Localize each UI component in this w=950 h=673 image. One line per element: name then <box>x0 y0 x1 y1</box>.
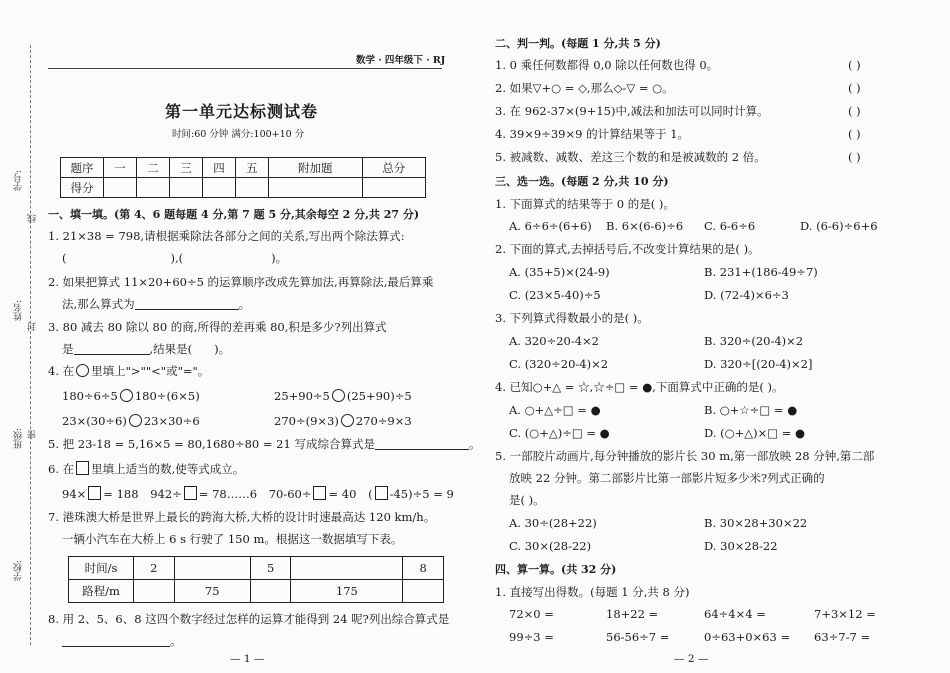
table-cell: 8 <box>403 557 444 580</box>
sec4-heading: 四、算一算。(共 32 分) <box>495 563 617 576</box>
sec3-heading: 三、选一选。(每题 2 分,共 10 分) <box>495 175 669 188</box>
text: 6. 在 <box>48 462 75 476</box>
q1-line-b <box>62 251 287 265</box>
q4-item <box>274 389 412 403</box>
compare-circle[interactable] <box>341 414 354 427</box>
expr-right: 23×30÷6 <box>143 414 200 428</box>
expr-left: 23×(30÷6) <box>62 414 127 428</box>
text: = 40 <box>328 487 357 501</box>
score-input[interactable] <box>169 178 202 198</box>
table-cell[interactable] <box>403 580 444 603</box>
answer-blank[interactable] <box>135 309 239 310</box>
score-input[interactable] <box>235 178 268 198</box>
table-cell: 2 <box>134 557 175 580</box>
choice-option[interactable]: C. 6-6÷6 <box>704 219 756 233</box>
calc-question: 1. 直接写出得数。(每题 1 分,共 8 分) <box>495 585 690 599</box>
choice-option[interactable]: D. (72-4)×6÷3 <box>704 288 789 302</box>
table-cell: 路程/m <box>69 580 134 603</box>
label-feng: 封 <box>28 322 38 331</box>
answer-blank[interactable] <box>74 354 150 355</box>
calc-item[interactable]: 7+3×12 = <box>814 607 876 621</box>
score-input[interactable] <box>362 178 425 198</box>
calc-item[interactable]: 64÷4×4 = <box>704 607 766 621</box>
answer-box[interactable] <box>313 486 326 500</box>
score-cell: 题序 <box>61 158 104 178</box>
q3-line-b <box>62 342 230 356</box>
answer-paren[interactable]: ( ) <box>848 127 861 141</box>
choice-option[interactable]: A. ○+△÷□ = ● <box>509 403 601 417</box>
choice-option[interactable]: D. (○+△)×□ = ● <box>704 426 806 440</box>
score-input[interactable] <box>202 178 235 198</box>
header-rule <box>48 68 442 69</box>
page-number: — 1 — <box>230 653 265 665</box>
table-cell: 175 <box>291 580 403 603</box>
table-cell[interactable] <box>291 557 403 580</box>
choice-option[interactable]: A. 30÷(28+22) <box>509 516 597 530</box>
label-xuehao: 学号: <box>14 170 24 192</box>
q6-stem <box>48 461 244 476</box>
choice-option[interactable]: A. (35+5)×(24-9) <box>509 265 610 279</box>
header-tag: 数学 · 四年级下 · RJ <box>356 55 446 66</box>
choice-option[interactable]: B. 30×28+30×22 <box>704 516 808 530</box>
choice-option[interactable]: D. 320÷[(20-4)×2] <box>704 357 813 371</box>
answer-paren[interactable]: ( ) <box>848 58 861 72</box>
choice-question: 放映 22 分钟。第二部影片比第一部影片短多少米?列式正确的 <box>509 471 825 485</box>
calc-item[interactable]: 63÷7-7 = <box>814 630 871 644</box>
choice-option[interactable]: B. 231+(186-49÷7) <box>704 265 818 279</box>
q7-line-a: 7. 港珠澳大桥是世界上最长的跨海大桥,大桥的设计时速最高达 120 km/h。 <box>48 510 436 524</box>
answer-box[interactable] <box>375 486 388 500</box>
choice-option[interactable]: C. 30×(28-22) <box>509 539 592 553</box>
expr-left: 180÷6÷5 <box>62 389 118 403</box>
sec1-heading: 一、填一填。(第 4、6 题每题 4 分,第 7 题 5 分,其余每空 2 分,共 27 分) <box>48 208 420 221</box>
expr-right: 270÷9×3 <box>355 414 412 428</box>
q4-item <box>62 414 200 428</box>
choice-question: 是( )。 <box>509 493 545 507</box>
answer-paren[interactable]: ( ) <box>848 150 861 164</box>
q7-table <box>68 556 444 603</box>
table-cell: 5 <box>250 557 291 580</box>
calc-item[interactable]: 18+22 = <box>606 607 659 621</box>
score-input[interactable] <box>136 178 169 198</box>
binding-line <box>30 45 31 645</box>
text: = 78……6 <box>198 487 258 501</box>
choice-option[interactable]: B. 320÷(20-4)×2 <box>704 334 804 348</box>
paren: )。 <box>271 251 288 265</box>
answer-blank[interactable] <box>62 646 170 647</box>
judge-item: 1. 0 乘任何数都得 0,0 除以任何数也得 0。 <box>495 58 719 72</box>
text: 。 <box>170 634 182 648</box>
circle-icon <box>76 364 89 377</box>
text: 942÷ <box>150 487 182 501</box>
choice-question: 4. 已知○+△ = ☆,☆÷□ = ●,下面算式中正确的是( )。 <box>495 380 784 394</box>
answer-paren[interactable]: ( ) <box>848 104 861 118</box>
choice-option[interactable]: C. (23×5-40)÷5 <box>509 288 601 302</box>
q1-line-a: 1. 21×38 = 798,请根据乘除法各部分之间的关系,写出两个除法算式: <box>48 229 405 243</box>
text: 。 <box>238 297 251 311</box>
score-cell: 总分 <box>362 158 425 178</box>
score-cell: 附加题 <box>268 158 362 178</box>
choice-option[interactable]: B. 6×(6-6)÷6 <box>606 219 684 233</box>
q2-line-b <box>62 297 250 311</box>
table-cell: 时间/s <box>69 557 134 580</box>
score-cell: 二 <box>136 158 169 178</box>
text: 5. 把 23-18 = 5,16×5 = 80,1680÷80 = 21 写成综合算式是 <box>48 437 375 451</box>
choice-option[interactable]: C. (320÷20-4)×2 <box>509 357 609 371</box>
score-input[interactable] <box>104 178 137 198</box>
expr-left: 270÷(9×3) <box>274 414 339 428</box>
judge-item: 4. 39×9÷39×9 的计算结果等于 1。 <box>495 127 690 141</box>
q8-line-b <box>62 634 182 648</box>
choice-question: 3. 下列算式得数最小的是( )。 <box>495 311 649 325</box>
paren: ( <box>62 251 67 265</box>
choice-option[interactable]: D. 30×28-22 <box>704 539 778 553</box>
label-xian: 线 <box>28 214 38 223</box>
choice-option[interactable]: C. (○+△)÷□ = ● <box>509 426 610 440</box>
compare-circle[interactable] <box>120 389 133 402</box>
compare-circle[interactable] <box>332 389 345 402</box>
text: 里填上适当的数,使等式成立。 <box>91 462 245 476</box>
choice-option[interactable]: D. (6-6)÷6+6 <box>800 219 878 233</box>
judge-item: 2. 如果▽+○ = ◇,那么◇-▽ = ○。 <box>495 81 674 95</box>
choice-option[interactable]: A. 320÷20-4×2 <box>509 334 599 348</box>
calc-item[interactable]: 72×0 = <box>509 607 554 621</box>
expr-left: 25+90÷5 <box>274 389 330 403</box>
page-number: — 2 — <box>674 653 709 665</box>
text: 里填上">""<"或"="。 <box>91 364 210 378</box>
choice-question: 2. 下面的算式,去掉括号后,不改变计算结果的是( )。 <box>495 242 760 256</box>
answer-blank[interactable] <box>375 449 469 450</box>
q6-items <box>62 486 454 501</box>
q3-line-a: 3. 80 减去 80 除以 80 的商,所得的差再乘 80,积是多少?列出算式 <box>48 320 387 334</box>
judge-item: 3. 在 962-37×(9+15)中,减法和加法可以同时计算。 <box>495 104 769 118</box>
sec2-heading: 二、判一判。(每题 1 分,共 5 分) <box>495 37 661 50</box>
paren: ),( <box>170 251 184 265</box>
q4-item <box>274 414 412 428</box>
compare-circle[interactable] <box>129 414 142 427</box>
score-input[interactable] <box>268 178 362 198</box>
choice-option[interactable]: B. ○+☆÷□ = ● <box>704 403 798 417</box>
answer-box[interactable] <box>184 486 197 500</box>
text: 是 <box>62 342 74 356</box>
q7-line-b: 一辆小汽车在大桥上 6 s 行驶了 150 m。根据这一数据填写下表。 <box>62 532 403 546</box>
text: )。 <box>214 342 231 356</box>
text: -45)÷5 = 9 <box>389 487 454 501</box>
page-title: 第一单元达标测试卷 <box>165 102 319 121</box>
expr-right: (25+90)÷5 <box>346 389 412 403</box>
answer-paren[interactable]: ( ) <box>848 81 861 95</box>
judge-item: 5. 被减数、减数、差这三个数的和是被减数的 2 倍。 <box>495 150 766 164</box>
table-cell[interactable] <box>174 557 250 580</box>
label-mi: 密 <box>28 430 38 439</box>
answer-box[interactable] <box>88 486 101 500</box>
q4-stem <box>48 364 209 378</box>
score-cell: 一 <box>104 158 137 178</box>
text: ,结果是( <box>149 342 193 356</box>
label-xuexiao: 学校: <box>14 560 24 582</box>
text: 94× <box>62 487 87 501</box>
label-banji: 班级: <box>14 428 24 450</box>
page-subtitle: 时间:60 分钟 满分:100+10 分 <box>172 129 305 140</box>
text: ( <box>368 487 373 501</box>
text: 4. 在 <box>48 364 75 378</box>
calc-item[interactable]: 0÷63+0×63 = <box>704 630 791 644</box>
score-cell: 五 <box>235 158 268 178</box>
calc-item[interactable]: 99÷3 = <box>509 630 554 644</box>
table-cell[interactable] <box>250 580 291 603</box>
table-cell[interactable] <box>134 580 175 603</box>
score-cell: 得分 <box>61 178 104 198</box>
text: 。 <box>468 437 481 451</box>
choice-option[interactable]: A. 6÷6÷(6+6) <box>509 219 592 233</box>
label-xingming: 姓名: <box>14 300 24 322</box>
q2-line-a: 2. 如果把算式 11×20+60÷5 的运算顺序改成先算加法,再算除法,最后算乘 <box>48 275 434 289</box>
score-cell: 三 <box>169 158 202 178</box>
text: = 188 <box>103 487 139 501</box>
square-icon <box>76 461 89 475</box>
score-cell: 四 <box>202 158 235 178</box>
q5-line <box>48 437 480 451</box>
choice-question: 1. 下面算式的结果等于 0 的是( )。 <box>495 197 675 211</box>
choice-question: 5. 一部胶片动画片,每分钟播放的影片长 30 m,第一部放映 28 分钟,第二部 <box>495 449 875 463</box>
q4-item <box>62 389 200 403</box>
right-page <box>478 0 948 673</box>
expr-right: 180÷(6×5) <box>134 389 200 403</box>
text: 法,那么算式为 <box>62 297 135 311</box>
table-cell: 75 <box>174 580 250 603</box>
text: 70-60÷ <box>268 487 312 501</box>
score-table <box>60 157 426 198</box>
calc-item[interactable]: 56-56÷7 = <box>606 630 670 644</box>
q8-line-a: 8. 用 2、5、6、8 这四个数字经过怎样的运算才能得到 24 呢?列出综合算式是 <box>48 612 450 626</box>
